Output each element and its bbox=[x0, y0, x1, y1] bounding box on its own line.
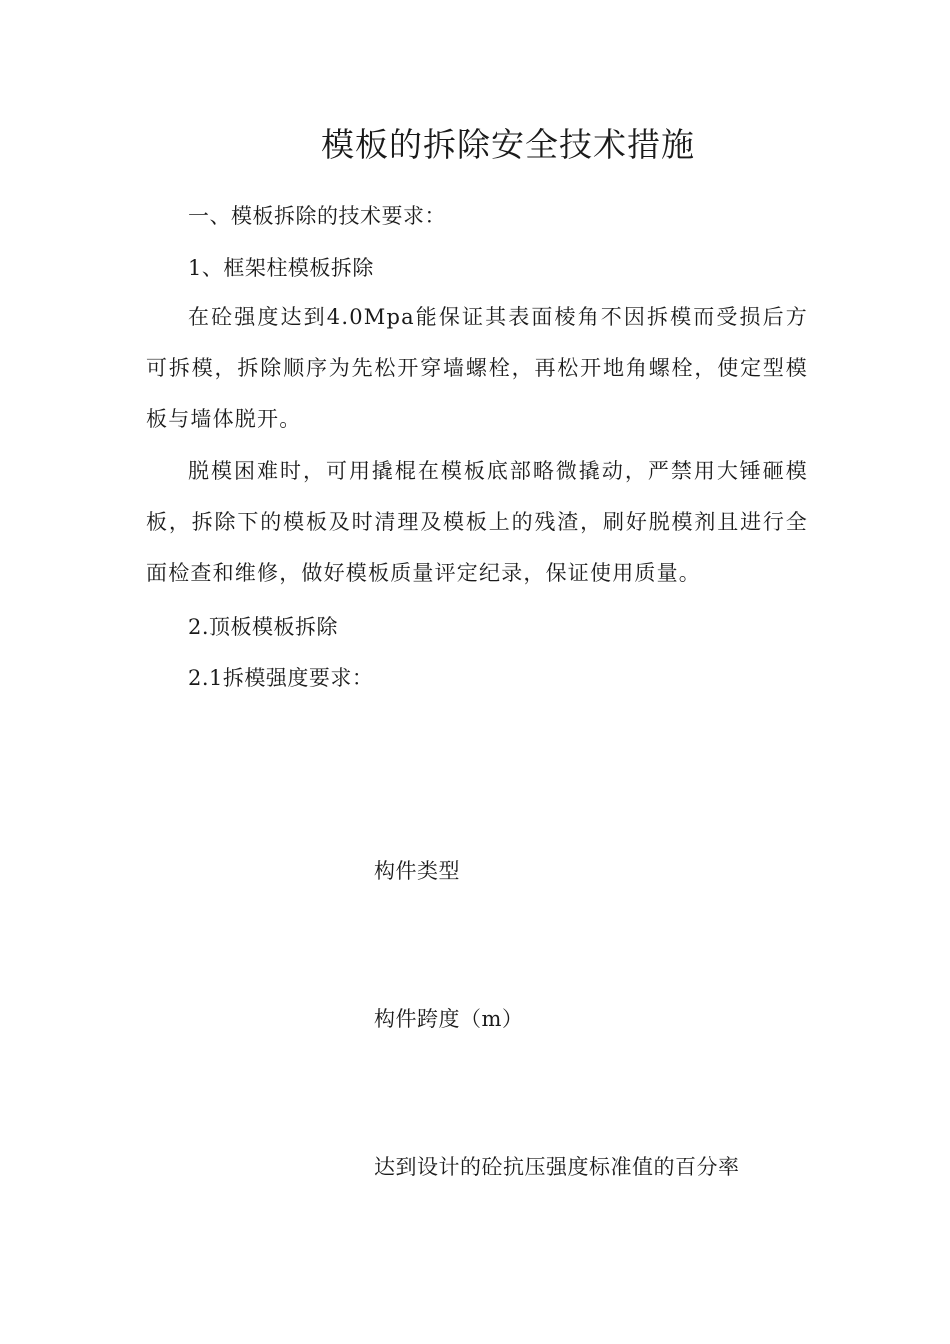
section-heading: 一、模板拆除的技术要求： bbox=[188, 204, 446, 228]
subsection-heading: 1、框架柱模板拆除 bbox=[188, 256, 374, 280]
paragraph: 脱模困难时，可用撬棍在模板底部略微撬动，严禁用大锤砸模板，拆除下的模板及时清理及模板上的残渣，刷好脱模剂且进行全面检查和维修，做好模板质量评定纪录，保证使用质量。 bbox=[146, 459, 808, 585]
paragraph: 在砼强度达到4.0Mpa能保证其表面棱角不因拆模而受损后方可拆模，拆除顺序为先松开穿墙螺栓，再松开地角螺栓，使定型模板与墙体脱开。 bbox=[146, 305, 808, 431]
table-header-cell: 达到设计的砼抗压强度标准值的百分率 bbox=[374, 1155, 740, 1179]
document-title: 模板的拆除安全技术措施 bbox=[321, 125, 695, 164]
subsection-heading: 2.顶板模板拆除 bbox=[188, 615, 339, 639]
table-header-cell: 构件跨度（m） bbox=[374, 1007, 524, 1031]
subsection-heading: 2.1拆模强度要求： bbox=[188, 666, 374, 690]
table-header-cell: 构件类型 bbox=[374, 859, 460, 883]
